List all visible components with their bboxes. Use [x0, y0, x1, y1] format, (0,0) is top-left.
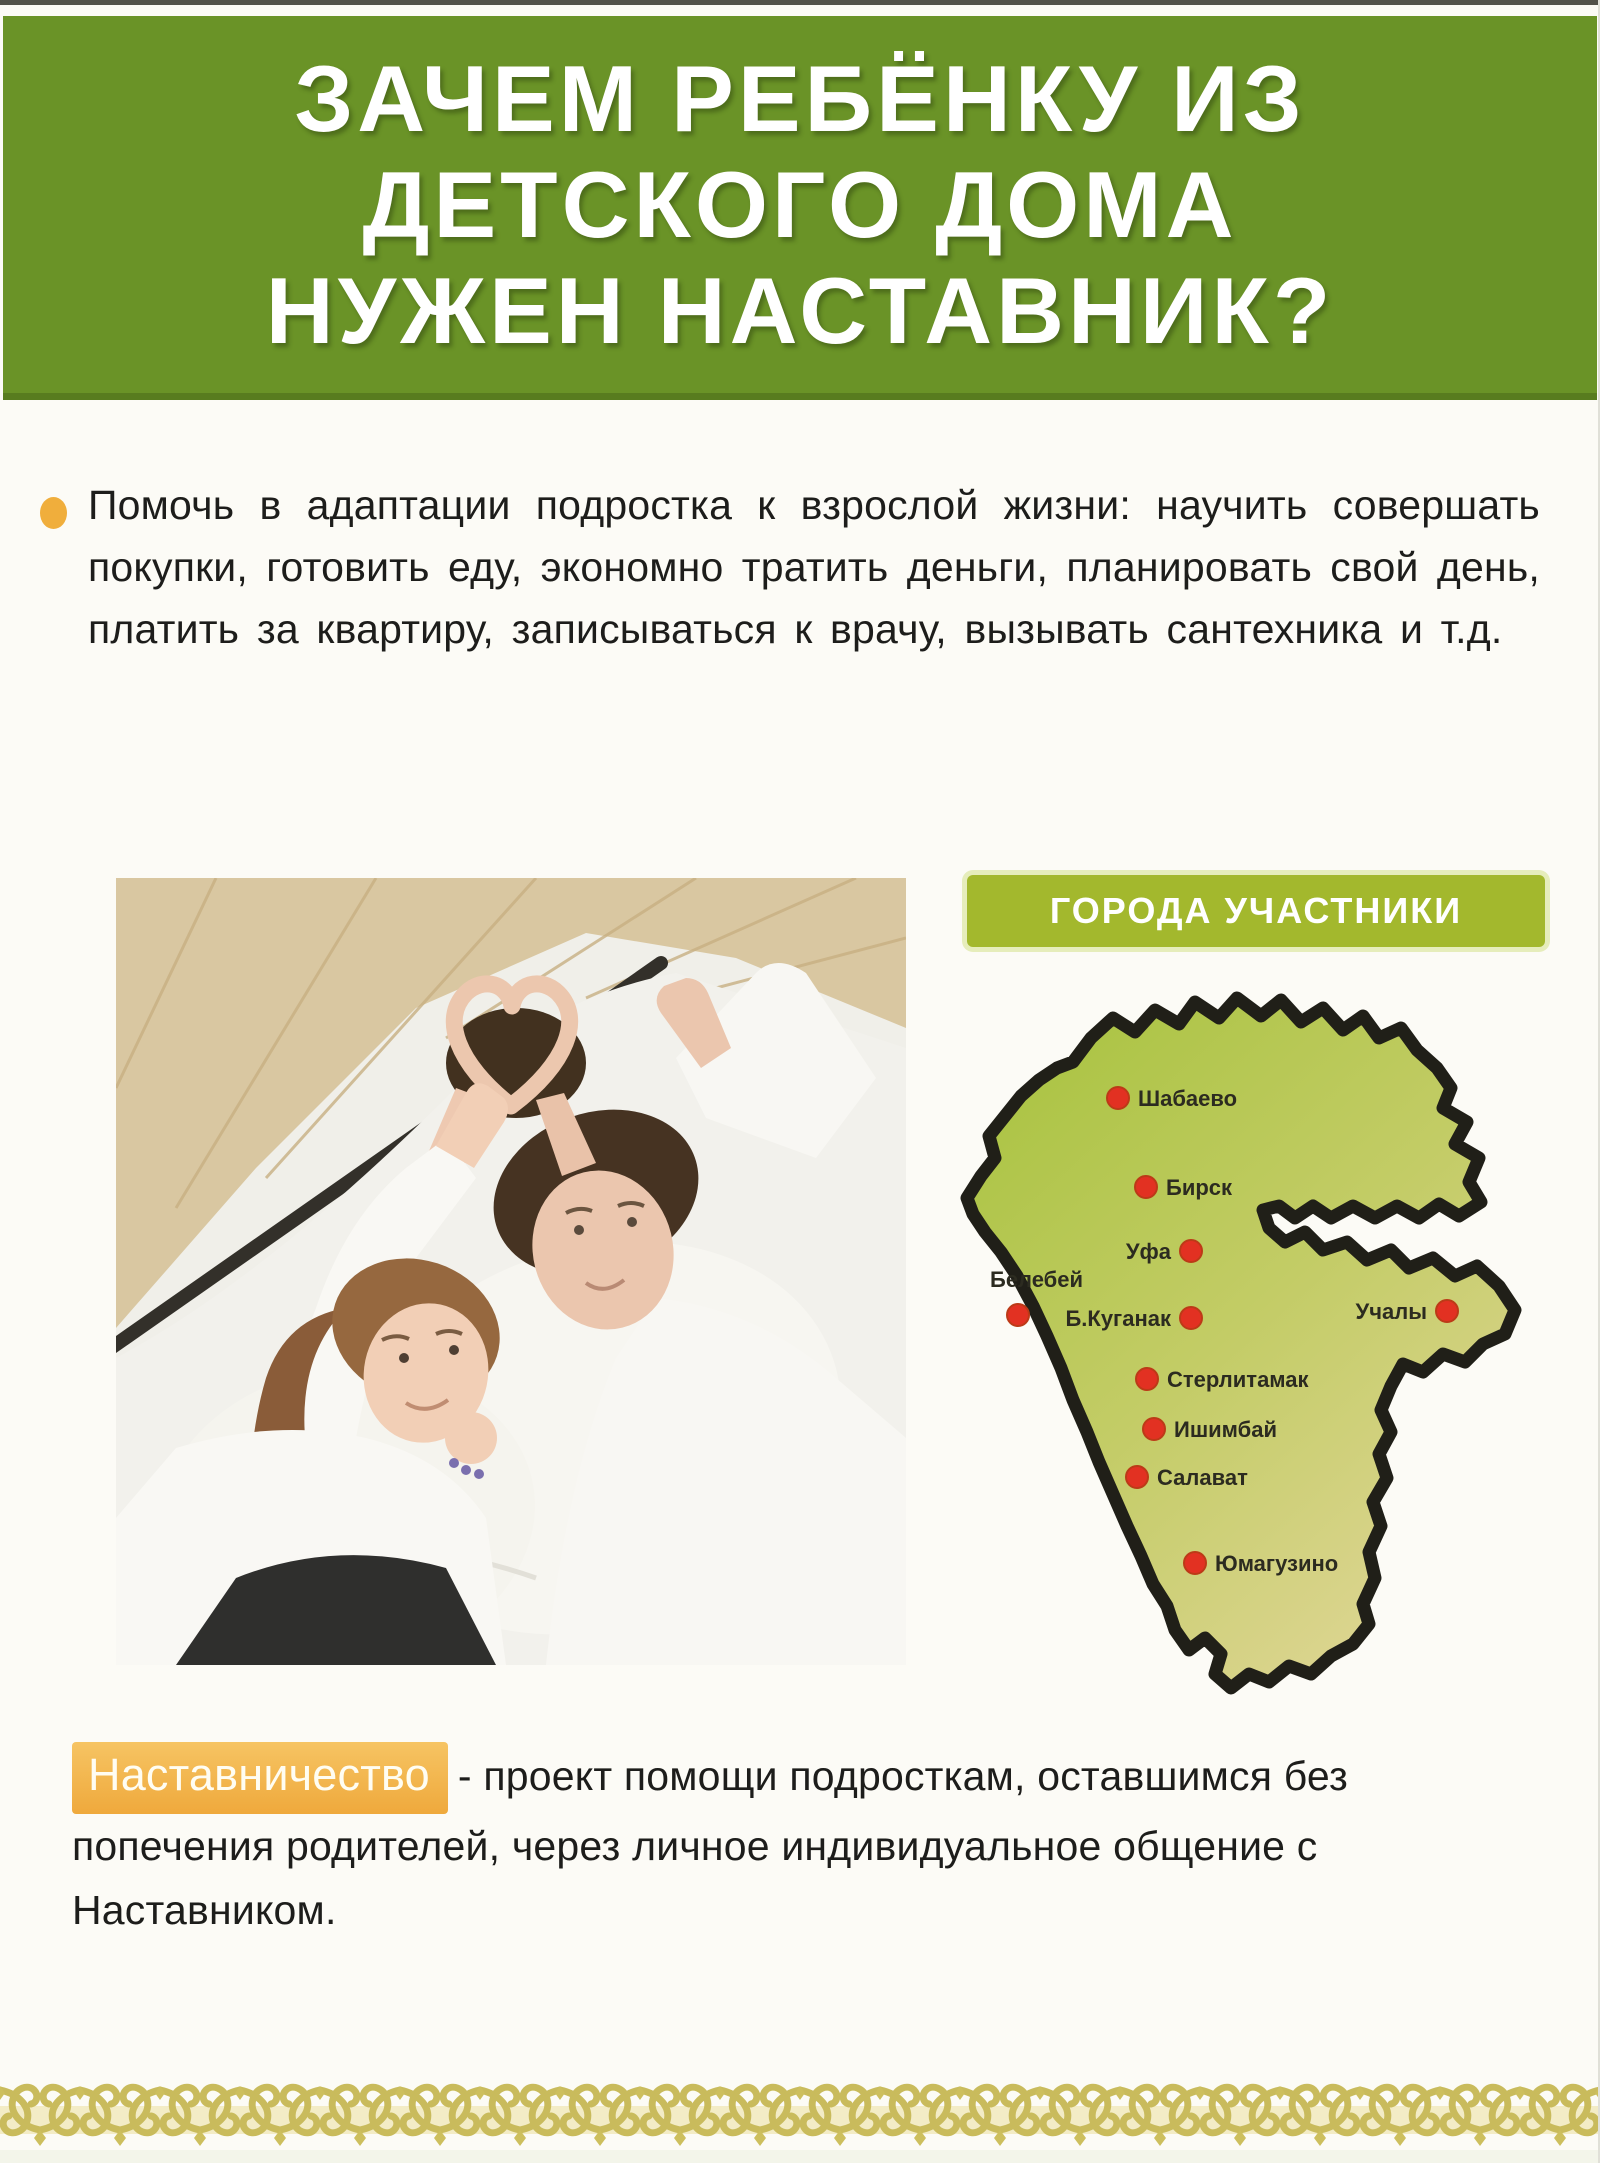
city-dot: [1180, 1307, 1202, 1329]
photo-illustration: [116, 878, 906, 1665]
city-label: Бирск: [1166, 1175, 1233, 1200]
photo-svg: [116, 878, 906, 1665]
city-dot: [1184, 1552, 1206, 1574]
city-label: Стерлитамак: [1167, 1367, 1309, 1392]
header-band: [3, 16, 1597, 400]
city-dot: [1136, 1368, 1158, 1390]
city-dot: [1143, 1418, 1165, 1440]
city-label: Ишимбай: [1174, 1417, 1278, 1442]
city-dot: [1007, 1304, 1029, 1326]
definition-paragraph: [72, 1742, 1544, 1942]
definition-text: - проект помощи подросткам, оставшимся без попечения родителей, через личное индивидуальное общение с Наставником.: [72, 1753, 1349, 1933]
region-outline: [967, 998, 1515, 1688]
page-title-line-2: ДЕТСКОГО ДОМА: [362, 151, 1238, 257]
highlight-word: Наставничество: [72, 1742, 448, 1814]
intro-paragraph: Помочь в адаптации подростка к взрослой жизни: научить совершать покупки, готовить еду, экономно тратить деньги, планировать свой день, платить за квартиру, записываться к врачу, вызывать сантехника и т.д.: [88, 482, 1540, 652]
city-dot: [1126, 1466, 1148, 1488]
bottom-edge-strip: [0, 2150, 1600, 2163]
top-edge-strip: [0, 0, 1600, 5]
city-label: Б.Куганак: [1065, 1306, 1171, 1331]
cities-badge-label: ГОРОДА УЧАСТНИКИ: [1049, 890, 1463, 931]
city-label: Учалы: [1355, 1299, 1427, 1324]
city-dot: [1135, 1176, 1157, 1198]
city-label: Шабаево: [1138, 1086, 1238, 1111]
bullet-dot-icon: [40, 497, 67, 529]
city-dot: [1107, 1087, 1129, 1109]
region-map: [945, 960, 1565, 1700]
ornament-border: [0, 2072, 1600, 2150]
cities-badge: [967, 875, 1545, 947]
city-dot: [1180, 1240, 1202, 1262]
page-title-line-3: НУЖЕН НАСТАВНИК?: [265, 257, 1335, 363]
page-title-line-1: ЗАЧЕМ РЕБЁНКУ ИЗ: [294, 45, 1306, 151]
region-map-svg: [945, 960, 1565, 1700]
city-label: Белебей: [990, 1267, 1084, 1292]
city-label: Юмагузино: [1215, 1551, 1339, 1576]
city-dot: [1436, 1300, 1458, 1322]
city-label: Салават: [1157, 1465, 1248, 1490]
city-label: Уфа: [1125, 1239, 1171, 1264]
